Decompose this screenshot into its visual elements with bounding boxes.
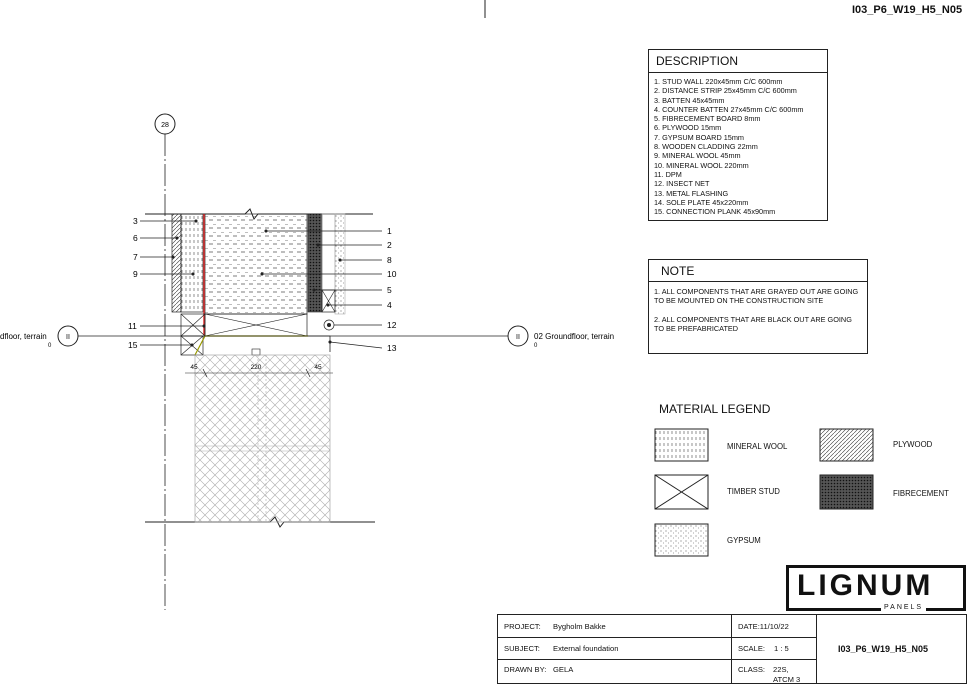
class-label: CLASS: [738, 665, 766, 674]
description-item: 8. WOODEN CLADDING 22mm [654, 142, 758, 152]
fibrecement-layer [308, 214, 322, 312]
logo-sub: PANELS [881, 604, 926, 611]
note-title: NOTE [649, 260, 867, 282]
cladding-layer [335, 214, 345, 314]
class-extra: ATCM 3 [773, 675, 801, 684]
callout-label: 4 [387, 300, 392, 310]
callout-label: 15 [128, 340, 138, 350]
drawn-by-value: GELA [553, 665, 574, 674]
fibrecement-swatch [820, 475, 873, 509]
legend-title: MATERIAL LEGEND [659, 402, 771, 416]
description-item: 10. MINERAL WOOL 220mm [654, 160, 749, 170]
plywood-layer [172, 214, 181, 312]
callout-label: 12 [387, 320, 397, 330]
callout-label: 5 [387, 285, 392, 295]
description-item: 2. DISTANCE STRIP 25x45mm C/C 600mm [654, 86, 797, 96]
level-marker-left [58, 326, 78, 346]
gypsum-swatch [655, 524, 708, 556]
scale-value: 1 : 5 [774, 644, 789, 653]
description-item: 12. INSECT NET [654, 179, 710, 189]
legend-label: GYPSUM [727, 536, 761, 545]
mineral-wool-45 [181, 214, 203, 312]
subject-value: External foundation [553, 644, 619, 653]
mineral-wool-swatch [655, 429, 708, 461]
description-title: DESCRIPTION [649, 50, 827, 73]
callout-label: 3 [133, 216, 138, 226]
description-item: 5. FIBRECEMENT BOARD 8mm [654, 114, 761, 124]
svg-text:II: II [66, 334, 70, 341]
legend-label: MINERAL WOOL [727, 442, 788, 451]
date-value: DATE:11/10/22 [738, 622, 789, 631]
title-block-sheet-code: I03_P6_W19_H5_N05 [838, 644, 929, 654]
title-block [497, 614, 967, 684]
dimension-label: 45 [314, 364, 322, 371]
description-item: 7. GYPSUM BOARD 15mm [654, 132, 745, 142]
description-item: 14. SOLE PLATE 45x220mm [654, 197, 749, 207]
grid-marker [155, 114, 175, 610]
level-label-left: dfloor, terrain [0, 332, 47, 341]
callout-label: 8 [387, 255, 392, 265]
level-value-right: 0 [534, 343, 538, 349]
project-label: PROJECT: [504, 622, 541, 631]
company-logo [786, 565, 966, 611]
grid-label: 28 [161, 122, 169, 129]
legend-label: PLYWOOD [893, 440, 933, 449]
description-box [648, 49, 828, 221]
callout-label: 13 [387, 343, 397, 353]
class-value: 22S, [773, 665, 789, 674]
mineral-wool-220 [205, 214, 307, 314]
description-item: 15. CONNECTION PLANK 45x90mm [654, 207, 776, 217]
callout-label: 9 [133, 269, 138, 279]
callout-label: 2 [387, 240, 392, 250]
subject-label: SUBJECT: [504, 644, 540, 653]
callout-label: 11 [128, 321, 137, 331]
scale-label: SCALE: [738, 644, 766, 653]
description-item: 9. MINERAL WOOL 45mm [654, 151, 741, 161]
level-label-right: 02 Groundfloor, terrain [534, 332, 615, 341]
description-list [649, 73, 827, 216]
level-value-left: 0 [48, 343, 52, 349]
description-item: 1. STUD WALL 220x45mm C/C 600mm [654, 77, 783, 86]
drawn-by-label: DRAWN BY: [504, 665, 547, 674]
description-item: 13. METAL FLASHING [654, 188, 729, 198]
level-marker-right [508, 326, 528, 346]
sheet-code: I03_P6_W19_H5_N05 [852, 4, 963, 16]
note-line: 1. ALL COMPONENTS THAT ARE GRAYED OUT ARE GOING TO BE MOUNTED ON THE CONSTRUCTION SITE [654, 287, 859, 306]
legend-label: FIBRECEMENT [893, 489, 949, 498]
note-box [648, 259, 868, 354]
description-item: 4. COUNTER BATTEN 27x45mm C/C 600mm [654, 104, 804, 114]
plywood-swatch [820, 429, 873, 461]
project-value: Bygholm Bakke [553, 622, 606, 631]
note-line: 2. ALL COMPONENTS THAT ARE BLACK OUT ARE GOING TO BE PREFABRICATED [654, 314, 852, 333]
dimension-label: 220 [250, 364, 262, 371]
foundation-block [195, 355, 330, 522]
callout-label: 10 [387, 269, 397, 279]
description-item: 6. PLYWOOD 15mm [654, 123, 722, 133]
logo-word: LIGNUM [797, 569, 934, 602]
svg-text:II: II [516, 334, 520, 341]
description-item: 11. DPM [654, 169, 682, 179]
callout-label: 1 [387, 226, 392, 236]
callout-label: 7 [133, 252, 138, 262]
callout-label: 6 [133, 233, 138, 243]
dimension-label: 45 [190, 364, 198, 371]
legend-label: TIMBER STUD [727, 487, 780, 496]
description-item: 3. BATTEN 45x45mm [654, 95, 725, 105]
